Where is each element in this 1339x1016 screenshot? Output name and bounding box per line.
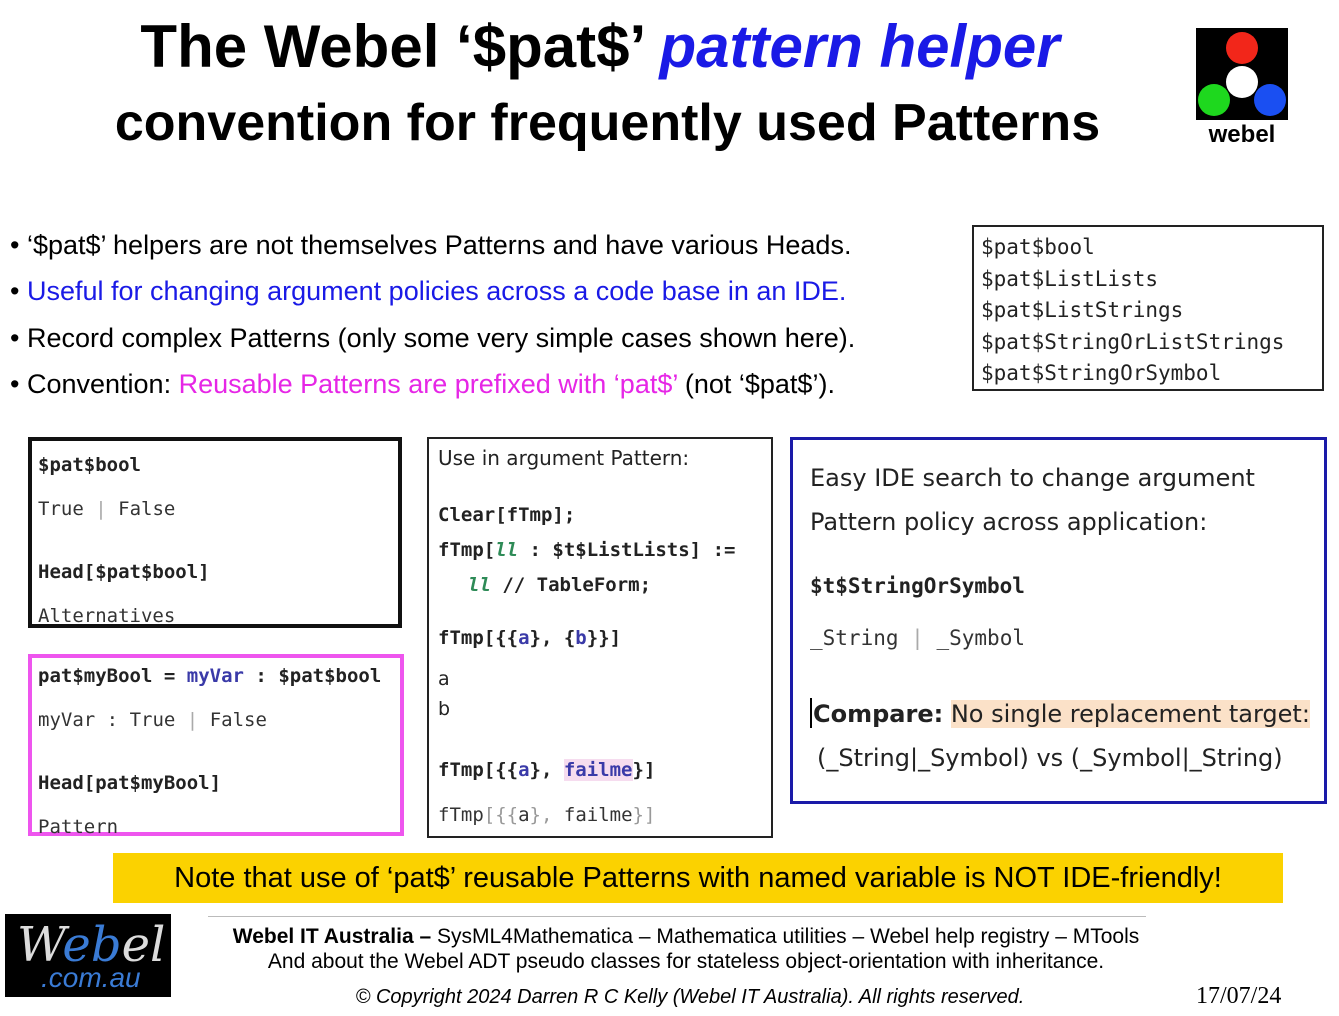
logo-domain-text: .com.au (41, 962, 141, 993)
box3-clear: Clear[fTmp]; (438, 504, 576, 526)
helper-list-box (972, 225, 1324, 391)
helper-item: $pat$bool (981, 235, 1095, 259)
box1-output-1 (38, 497, 175, 521)
box1-output-1-a: True (38, 498, 84, 520)
box3-def-a: fTmp[ (438, 539, 496, 561)
bullet-1: • ‘$pat$’ helpers are not themselves Patterns and have various Heads. (10, 230, 852, 260)
box3-heading: Use in argument Pattern: (438, 446, 690, 470)
box3-def2-var: ll (468, 574, 491, 596)
title-accent: pattern helper (659, 13, 1060, 80)
box2-output-1-colon: : (106, 709, 119, 731)
box4-output-b: _Symbol (936, 626, 1025, 650)
bullet-4-suffix: (not ‘$pat$’). (677, 368, 835, 399)
box2-input-1-eq: = (163, 665, 176, 687)
box3-call2-y: failme (563, 759, 633, 781)
box3-call-2 (438, 758, 655, 782)
box1-output-1-b: False (118, 498, 176, 520)
box1-input-1: $pat$bool (38, 454, 141, 476)
box3-call2-c: }] (632, 759, 656, 781)
box3-def-b: : $t$ListLists] (518, 539, 702, 561)
box2-output-1 (38, 708, 267, 732)
box1-input-2: Head[$pat$bool] (38, 561, 210, 583)
box4-output-sep: | (911, 626, 924, 650)
footer-links-line (140, 924, 1232, 949)
box4-compare-label: Compare: (813, 700, 944, 728)
box4-compare-text: No single replacement target: (950, 700, 1310, 728)
box2-input-1-b: $pat$bool (278, 665, 382, 687)
logo-word: webel (1208, 121, 1276, 148)
ide-search-box (790, 437, 1327, 804)
bullet-list (10, 222, 960, 407)
box2-output-1-a: True (129, 709, 176, 731)
box4-compare (810, 697, 1310, 731)
box3-def2-b: // TableForm; (490, 574, 652, 596)
box3-result-a: a (438, 668, 450, 690)
helper-item: $pat$StringOrListStrings (981, 329, 1285, 354)
bullet-3-text: Record complex Patterns (only some very simple cases shown here). (26, 322, 856, 353)
pattern-box (28, 654, 404, 836)
footer-dash: – (413, 925, 437, 948)
title-prefix: The Webel ‘$pat$’ (140, 13, 660, 80)
box3-call1-x: a (518, 627, 530, 649)
box3-res3-b: [{{ (483, 804, 519, 826)
box3-definition-2 (468, 573, 651, 597)
box2-output-1-b: False (209, 709, 267, 731)
logo-w: W (17, 917, 63, 973)
box2-output-1-var: myVar (38, 709, 96, 731)
box3-call2-a: fTmp[{{ (438, 759, 519, 781)
bullet-4: • Convention: Reusable Patterns are prefixed with ‘pat$’ (not ‘$pat$’). (10, 368, 835, 399)
box4-vs-line: (_String|_Symbol) vs (_Symbol|_String) (817, 744, 1283, 772)
page-title-line2: convention for frequently used Patterns (114, 94, 1101, 152)
footer-divider (208, 916, 1146, 917)
box1-output-1-sep: | (95, 498, 107, 520)
box3-res3-a: fTmp (438, 804, 484, 826)
copyright: © Copyright 2024 Darren R C Kelly (Webel IT Australia). All rights reserved. (355, 986, 1025, 1008)
helper-item: $pat$ListStrings (981, 298, 1184, 322)
note-banner: Note that use of ‘pat$’ reusable Patterns with named variable is NOT IDE-friendly! (113, 853, 1283, 903)
box2-input-1-a: pat$myBool (38, 665, 153, 687)
red-dot-icon (1226, 32, 1258, 64)
logo-square (1196, 28, 1288, 120)
box3-call1-b: }, { (529, 627, 576, 649)
helper-item: $pat$StringOrSymbol (981, 361, 1222, 385)
bullet-2: • Useful for changing argument policies across a code base in an IDE. (10, 276, 847, 307)
box2-input-2: Head[pat$myBool] (38, 772, 222, 794)
logo-eb: eb (62, 917, 122, 973)
box3-call1-y: b (575, 627, 587, 649)
box3-call2-x: a (518, 759, 530, 781)
footer-links[interactable]: SysML4Mathematica – Mathematica utilities – Webel help registry – MTools (437, 925, 1140, 948)
bullet-1-text: ‘$pat$’ helpers are not themselves Patterns and have various Heads. (26, 230, 852, 260)
box3-definition (438, 538, 735, 562)
box3-res3-e: failme (563, 804, 633, 826)
box3-call1-a: fTmp[{{ (438, 627, 519, 649)
box3-call2-b: }, (529, 759, 564, 781)
box3-call1-c: }}] (586, 627, 622, 649)
box2-input-1-colon: : (255, 665, 267, 687)
box4-code: $t$StringOrSymbol (810, 574, 1025, 598)
footer-line-2[interactable]: And about the Webel ADT pseudo classes for stateless object-orientation with inheritance. (267, 950, 1105, 973)
box2-input-1-var: myVar (186, 665, 244, 687)
box4-line-1: Easy IDE search to change argument (810, 464, 1255, 492)
white-dot-icon (1226, 66, 1258, 98)
logo-el: el (121, 917, 166, 973)
green-dot-icon (1198, 84, 1230, 116)
box3-res3-d: }, (529, 804, 564, 826)
box4-output (810, 625, 1025, 651)
box3-call-1 (438, 626, 621, 650)
text-cursor-icon (810, 698, 812, 728)
box4-output-a: _String (810, 626, 899, 650)
helper-item: $pat$ListLists (981, 266, 1159, 291)
bullet-3: • Record complex Patterns (only some very simple cases shown here). (10, 322, 856, 353)
slide-date: 17/07/24 (1196, 983, 1282, 1009)
bullet-2-text: Useful for changing argument policies across a code base in an IDE. (26, 276, 847, 307)
bullet-4-prefix: Convention: (26, 368, 179, 399)
box2-output-1-sep: | (186, 709, 199, 731)
argument-pattern-box (427, 437, 773, 838)
footer-company-link[interactable]: Webel IT Australia (232, 925, 414, 948)
box3-res3-c: a (518, 804, 530, 826)
box3-result-b: b (438, 698, 451, 720)
box1-output-2: Alternatives (38, 605, 176, 627)
webel-logo[interactable] (1196, 28, 1288, 150)
box2-output-2: Pattern (38, 816, 119, 838)
bool-helper-box (28, 437, 402, 628)
box2-input-1 (38, 664, 381, 688)
box3-def-op: := (701, 539, 736, 561)
box3-res3-f: }] (632, 804, 656, 826)
box3-result-unevaluated (438, 803, 655, 827)
bullet-4-highlight: Reusable Patterns are prefixed with ‘pat$’ (178, 368, 678, 399)
box3-def-var: ll (495, 539, 519, 561)
box4-line-2: Pattern policy across application: (810, 508, 1208, 536)
blue-dot-icon (1254, 84, 1286, 116)
page-title-line1 (0, 12, 1200, 82)
